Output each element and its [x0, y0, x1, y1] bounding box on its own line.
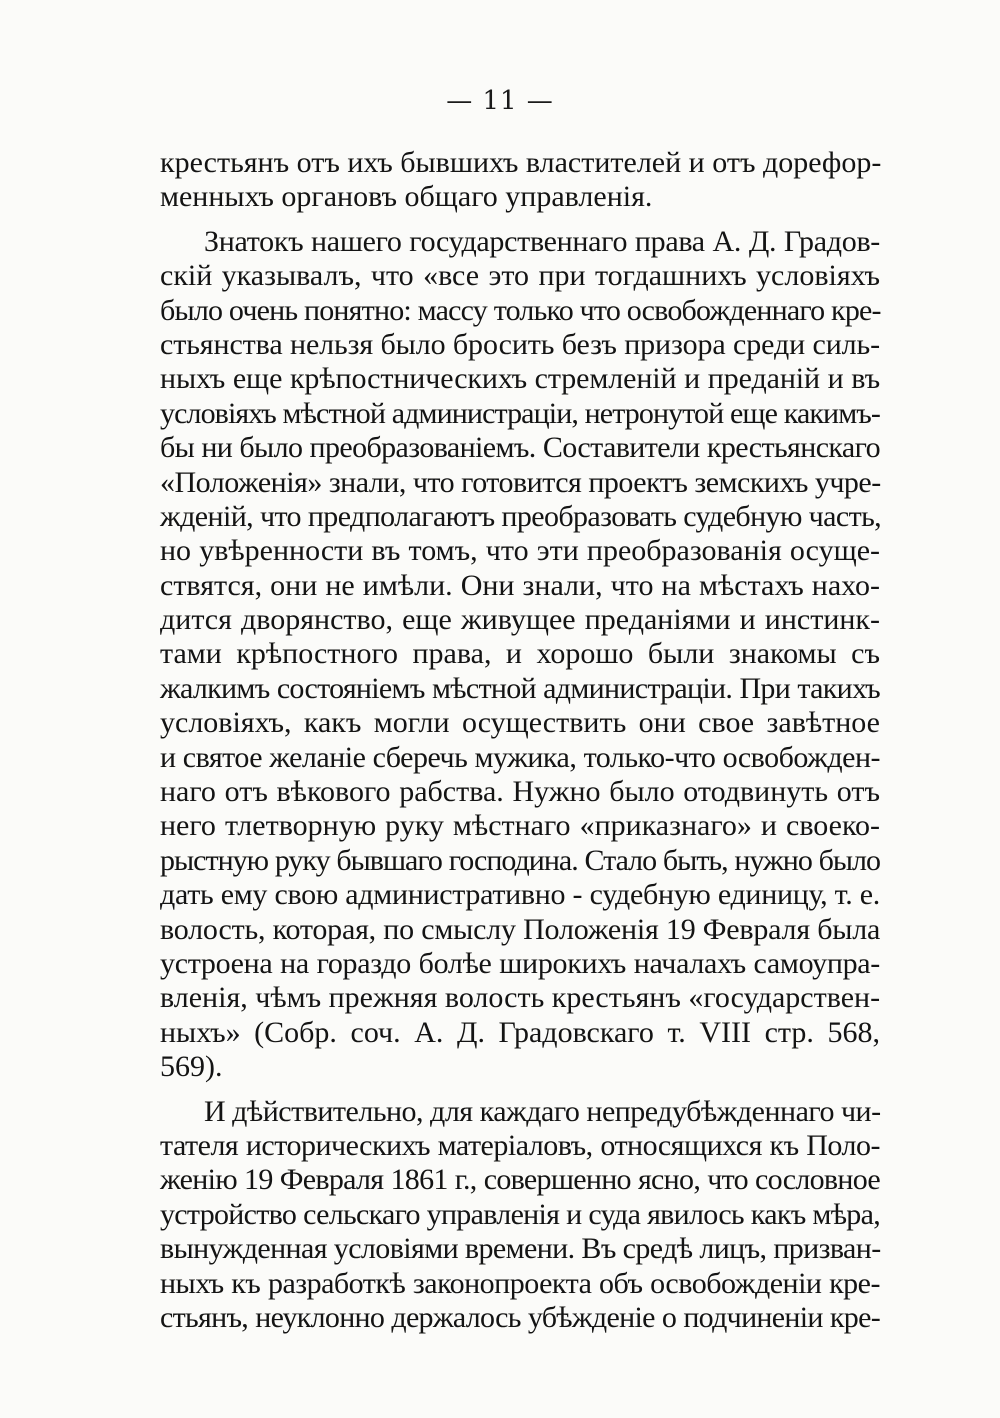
text-line: жалкимъ состояніемъ мѣстной администраціи. При такихъ: [160, 671, 880, 705]
text-line: ствятся, они не имѣли. Они знали, что на мѣстахъ нахо-: [160, 568, 880, 602]
text-line: тами крѣпостного права, и хорошо были знакомы съ: [160, 637, 880, 671]
text-line: него тлетворную руку мѣстнаго «приказнаго» и своеко-: [160, 809, 880, 843]
text-line: крестьянъ отъ ихъ бывшихъ властителей и отъ дорефор-: [160, 146, 882, 179]
text-line: тателя историческихъ матеріаловъ, относящихся къ Поло-: [160, 1128, 880, 1162]
text-line: ныхъ еще крѣпостническихъ стремленій и преданій и въ: [160, 362, 880, 396]
text-line: устроена на гораздо болѣе широкихъ началахъ самоупра-: [160, 946, 880, 980]
body-text: [160, 146, 880, 1345]
text-line: Знатокъ нашего государственнаго права А. Д. Градов-: [204, 224, 880, 258]
page-number: — 11 —: [446, 86, 554, 116]
text-line: скій указывалъ, что «все это при тогдашнихъ условіяхъ: [160, 259, 880, 293]
text-line: было очень понятно: массу только что освобожденнаго кре-: [160, 293, 881, 327]
text-line: 569).: [160, 1050, 223, 1084]
text-line: но увѣренности въ томъ, что эти преобразованія осуще-: [160, 534, 880, 568]
text-line: дится дворянство, еще живущее преданіями и инстинк-: [160, 603, 880, 637]
text-line: стьянства нельзя было бросить безъ призора среди силь-: [160, 327, 880, 361]
text-line: рыстную руку бывшаго господина. Стало быть, нужно было: [160, 843, 880, 877]
text-line: волость, которая, по смыслу Положенія 19 Февраля была: [160, 912, 881, 946]
text-line: ныхъ къ разработкѣ законопроекта объ освобожденіи кре-: [160, 1266, 880, 1300]
text-line: ныхъ» (Собр. соч. А. Д. Градовскаго т. VIII стр. 568,: [160, 1015, 880, 1049]
text-line: стьянъ, неуклонно держалось убѣжденіе о подчиненіи кре-: [160, 1300, 880, 1334]
paragraph-2: [160, 225, 880, 1085]
text-line: женію 19 Февраля 1861 г., совершенно ясно, что сословное: [160, 1163, 880, 1197]
text-line: дать ему свою административно - судебную единицу, т. е.: [160, 878, 880, 912]
text-line: И дѣйствительно, для каждаго непредубѣжденнаго чи-: [204, 1094, 881, 1128]
text-line: бы ни было преобразованіемъ. Составители крестьянскаго: [160, 431, 880, 465]
text-line: вленія, чѣмъ прежняя волость крестьянъ «государствен-: [160, 981, 881, 1015]
text-line: жденій, что предполагаютъ преобразовать судебную часть,: [160, 499, 882, 533]
text-line: менныхъ органовъ общаго управленія.: [160, 180, 653, 214]
paragraph-1: [160, 146, 880, 215]
text-line: наго отъ вѣкового рабства. Нужно было отодвинуть отъ: [160, 775, 880, 809]
paragraph-3: [160, 1095, 880, 1336]
text-line: вынужденная условіями времени. Въ средѣ лицъ, призван-: [160, 1232, 881, 1266]
text-line: устройство сельскаго управленія и суда явилось какъ мѣра,: [160, 1197, 880, 1231]
text-line: и святое желаніе сберечь мужика, только-что освобожден-: [160, 740, 880, 774]
text-line: «Положенія» знали, что готовится проектъ земскихъ учре-: [160, 465, 881, 499]
text-line: условіяхъ мѣстной администраціи, нетронутой еще какимъ-: [160, 396, 880, 430]
text-line: условіяхъ, какъ могли осуществить они свое завѣтное: [160, 706, 880, 740]
